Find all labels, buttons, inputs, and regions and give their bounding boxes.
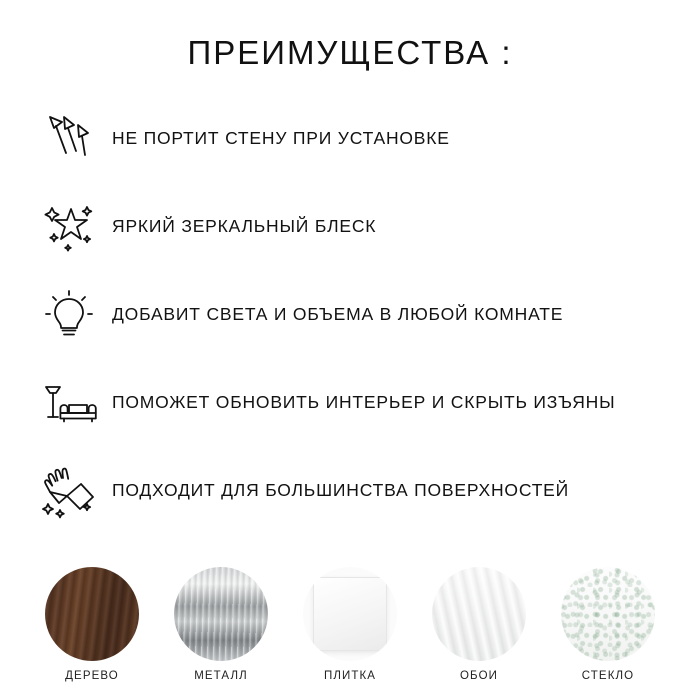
material-swatch-wallpaper xyxy=(432,567,526,661)
feature-row xyxy=(26,446,674,534)
feature-label: ЯРКИЙ ЗЕРКАЛЬНЫЙ БЛЕСК xyxy=(112,215,377,236)
features-list xyxy=(0,94,700,534)
sparkle-star-icon xyxy=(26,190,112,262)
material-swatch-tile xyxy=(303,567,397,661)
page-title: ПРЕИМУЩЕСТВА : xyxy=(187,34,513,71)
feature-label: ДОБАВИТ СВЕТА И ОБЪЕМА В ЛЮБОЙ КОМНАТЕ xyxy=(112,303,564,324)
material-item xyxy=(296,567,404,682)
material-swatch-wood xyxy=(45,567,139,661)
feature-row xyxy=(26,94,674,182)
feature-row xyxy=(26,358,674,446)
material-item xyxy=(425,567,533,682)
nails-icon xyxy=(26,102,112,174)
material-label: МЕТАЛЛ xyxy=(194,670,248,682)
material-label: ДЕРЕВО xyxy=(65,670,119,682)
material-item xyxy=(554,567,662,682)
feature-label: ПОДХОДИТ ДЛЯ БОЛЬШИНСТВА ПОВЕРХНОСТЕЙ xyxy=(112,479,570,500)
feature-label: ПОМОЖЕТ ОБНОВИТЬ ИНТЕРЬЕР И СКРЫТЬ ИЗЪЯНЫ xyxy=(112,391,616,412)
material-label: ОБОИ xyxy=(460,670,498,682)
material-label: ПЛИТКА xyxy=(323,670,377,682)
material-item xyxy=(38,567,146,682)
material-item xyxy=(167,567,275,682)
feature-row xyxy=(26,270,674,358)
material-swatch-glass xyxy=(561,567,655,661)
lightbulb-icon xyxy=(26,278,112,350)
materials-row xyxy=(0,567,700,682)
material-label: СТЕКЛО xyxy=(581,670,635,682)
material-swatch-metal xyxy=(174,567,268,661)
feature-label: НЕ ПОРТИТ СТЕНУ ПРИ УСТАНОВКЕ xyxy=(112,127,450,148)
cleaning-hand-icon xyxy=(26,454,112,526)
sofa-lamp-icon xyxy=(26,366,112,438)
feature-row xyxy=(26,182,674,270)
